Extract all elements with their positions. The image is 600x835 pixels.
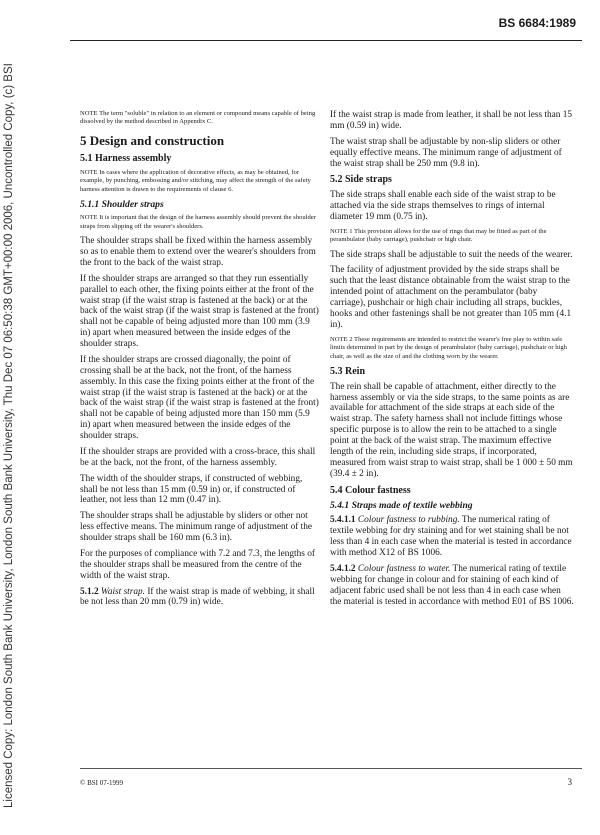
- clause-number: 5.1.2: [80, 586, 99, 597]
- note-shoulder: NOTE It is important that the design of the harness assembly should prevent the shoulder straps from slipping off the wearer's shoulders.: [80, 214, 316, 230]
- paragraph: If the shoulder straps are provided with a cross-brace, this shall be at the back, not the front, of the harness assembly.: [80, 446, 316, 468]
- note-free-play: NOTE 2 These requirements are intended to restrict the wearer's free play to within safe limits determined in part by the design of perambulator (baby carriage), pushchair or high chair, as well as the size of and the clothing worn by the wearer.: [330, 335, 567, 360]
- header-rule: [70, 40, 582, 41]
- clause-title: Waist strap.: [100, 586, 146, 597]
- paragraph: The side straps shall enable each side of the waist strap to be attached via the side straps themselves to rings of internal diameter 19 mm (0.75 in).: [330, 190, 556, 222]
- section-heading-colour-fastness: 5.4 Colour fastness: [330, 484, 411, 496]
- left-column: [80, 110, 322, 613]
- paragraph: The width of the shoulder straps, if constructed of webbing, shall be not less than 15 mm (0.59 in) or, if constructed of leather, not less than 12 mm (0.47 in).: [80, 473, 303, 506]
- paragraph-water: [330, 564, 574, 608]
- clause-text: If the waist strap is made of webbing, it shall be not less than 20 mm (0.79 in) wide.: [80, 586, 315, 608]
- paragraph: The shoulder straps shall be adjustable by sliders or other not less effective means. The minimum range of adjustment of the shoulder straps shall be 160 mm (6.3 in).: [80, 511, 313, 544]
- paragraph: If the waist strap is made from leather, it shall be not less than 15 mm (0.59 in) wide.: [330, 110, 573, 131]
- paragraph: The side straps shall be adjustable to suit the needs of the wearer.: [330, 249, 573, 260]
- license-watermark: Licensed Copy: London South Bank University, London South Bank University, Thu Dec 07 06:50:38 GMT+00:00 2006, Uncontrolled Copy, (c) BSI: [3, 63, 15, 808]
- section-heading-side-straps: 5.2 Side straps: [330, 174, 392, 186]
- footer-rule: [80, 768, 582, 769]
- clause-text: The numerical rating of textile webbing for change in colour and for staining of each kind of adjacent fabric used shall be not less than 4 in each case when the material is tested in accordance with method E01 of BS 1006.: [330, 563, 574, 607]
- clause-title: Colour fastness to rubbing.: [357, 515, 460, 526]
- section-heading-design: 5 Design and construction: [80, 132, 225, 148]
- document-code: BS 6684:1989: [498, 16, 576, 30]
- clause-text: The numerical rating of textile webbing for dry staining and for wet staining shall be not less than 4 in each case when the material is tested in accordance with method X12 of BS 1006.: [330, 515, 572, 559]
- right-column: [330, 110, 574, 612]
- paragraph: If the shoulder straps are arranged so that they run essentially parallel to each other, the fixing points either at the front of the waist strap (if the waist strap is fastened at the back) or at the back of the waist strap (if the waist strap is fastened at the front) shall not be capable of being adjusted more than 100 mm (3.9 in) apart when measured between the inside edges of the shoulder straps.: [80, 273, 319, 350]
- paragraph: The rein shall be capable of attachment, either directly to the harness assembly or via the side straps, to the same points as are available for attachment of the side straps at each side of the waist strap. The safety harness shall not include fittings whose specific purpose is to allow the rein to be attached to a single point at the back of the waist strap. The maximum effective length of the rein, including side straps, if incorporated, measured from waist strap to waist strap, shall be 1 000 ± 50 mm (39.4 ± 2 in).: [330, 381, 573, 479]
- clause-number: 5.4.1.1: [330, 515, 356, 526]
- section-heading-shoulder: 5.1.1 Shoulder straps: [80, 199, 164, 211]
- paragraph-waist-strap: [80, 587, 322, 609]
- section-heading-rein: 5.3 Rein: [330, 366, 365, 377]
- paragraph: The facility of adjustment provided by the side straps shall be such that the least distance obtainable from the waist strap to the intended point of attachment on the perambulator (baby carriage), pushchair or high chair including all straps, buckles, hooks and other fastenings shall be not greater than 105 mm (4.1 in).: [330, 265, 572, 330]
- clause-number: 5.4.1.2: [330, 563, 356, 574]
- paragraph: If the shoulder straps are crossed diagonally, the point of crossing shall be at the back, not the front, of the harness assembly. In this case the fixing points either at the front of the waist strap (if the waist strap is fastened at the back) or at the back of the waist strap (if the waist strap is fastened at the front) shall not be capable of being adjusted more than 150 mm (5.9 in) apart when measured between the inside edges of the shoulder straps.: [80, 354, 319, 442]
- note-decorative: NOTE In cases where the application of decorative effects, as may be obtained, for example, by punching, embossing and/or stitching, may affect the strength of the safety harness attention is drawn to the requirements of clause 6.: [80, 168, 311, 193]
- paragraph-rubbing: [330, 515, 574, 559]
- clause-title: Colour fastness to water.: [357, 563, 451, 574]
- paragraph: The shoulder straps shall be fixed within the harness assembly so as to enable them to extend over the wearer's shoulders from the front to the back of the waist strap.: [80, 236, 316, 268]
- paragraph: For the purposes of compliance with 7.2 and 7.3, the lengths of the shoulder straps shall be measured from the centre of the width of the waist strap.: [80, 548, 315, 581]
- page-number: 3: [567, 777, 572, 787]
- note-soluble: NOTE The term "soluble" in relation to an element or compound means capable of being dissolved by the method described in Appendix C.: [80, 110, 316, 126]
- paragraph: The waist strap shall be adjustable by non-slip sliders or other equally effective means. The minimum range of adjustment of the waist strap shall be 250 mm (9.8 in).: [330, 136, 562, 169]
- section-heading-harness: 5.1 Harness assembly: [80, 153, 172, 165]
- footer-copyright: © BSI 07-1999: [80, 779, 124, 787]
- note-rings: NOTE 1 This provision allows for the use of rings that may be fitted as part of the perambulator (baby carriage), pushchair or high chair.: [330, 227, 547, 244]
- section-heading-textile-webbing: 5.4.1 Straps made of textile webbing: [330, 500, 473, 512]
